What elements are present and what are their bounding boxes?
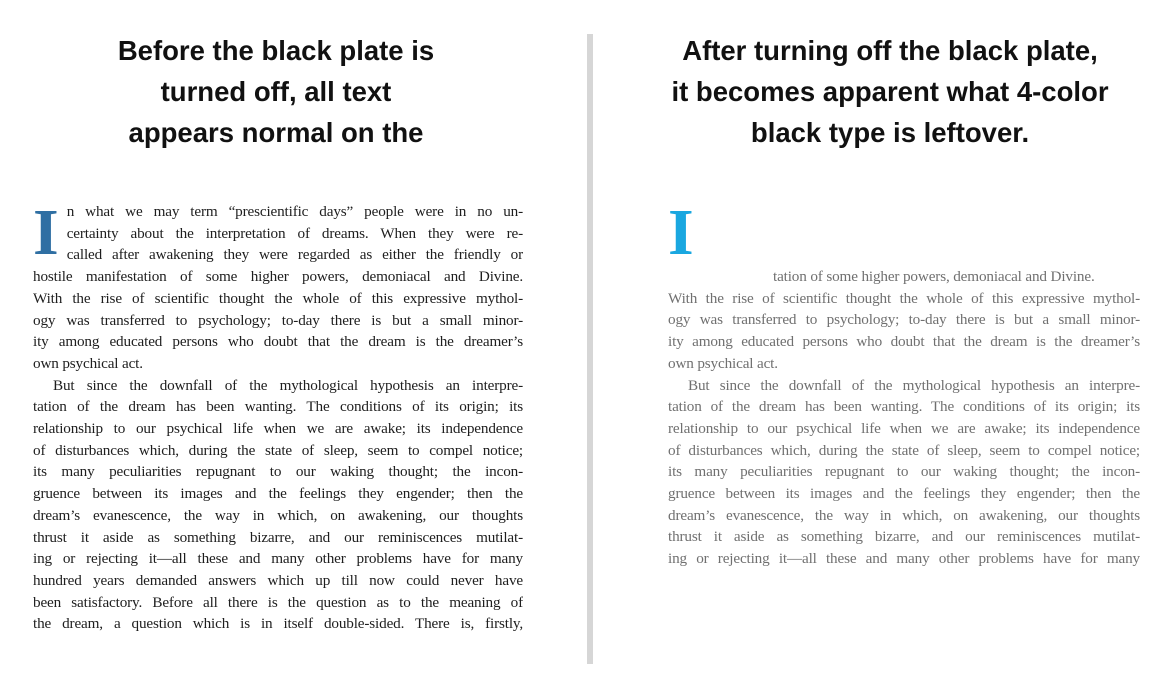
text-line: ogy was transferred to psychology; to-day there is but a small minor- [668, 311, 1140, 329]
text-line: certainty about the interpretation of dreams. When they were re- [66, 224, 523, 242]
before-heading-line-3: appears normal on the [128, 117, 424, 148]
before-heading-line-2: turned off, all text [160, 76, 392, 107]
text-line: relationship to our psychical life when we are awake; its independence [33, 420, 523, 438]
after-heading-line-3: black type is leftover. [750, 117, 1030, 148]
text-line: ity among educated persons who doubt that the dream is the dreamer’s [33, 333, 523, 351]
text-line: of disturbances which, during the state of sleep, seem to compel notice; [668, 441, 1140, 459]
text-line: But since the downfall of the mythological hypothesis an interpre- [53, 376, 523, 394]
after-page-sample [668, 201, 1140, 571]
after-heading [630, 30, 1150, 153]
text-line: dream’s evanescence, the way in which, on awakening, our thoughts [668, 506, 1140, 524]
text-line: tation of the dream has been wanting. The conditions of its origin; its [33, 398, 523, 416]
text-line: thrust it aside as something bizarre, and our reminiscences mutilat- [668, 528, 1140, 546]
text-line: ogy was transferred to psychology; to-day there is but a small minor- [33, 311, 523, 329]
text-line: ing or rejecting it—all these and many other problems have for many [668, 550, 1140, 568]
text-line: own psychical act. [33, 354, 143, 372]
before-heading [30, 30, 522, 153]
text-line: tation of the dream has been wanting. The conditions of its origin; its [668, 398, 1140, 416]
text-line: its many peculiarities repugnant to our waking thought; the incon- [33, 463, 523, 481]
text-line: ity among educated persons who doubt that the dream is the dreamer’s [668, 333, 1140, 351]
text-line: of disturbances which, during the state of sleep, seem to compel notice; [33, 441, 523, 459]
after-drop-cap: I [668, 201, 694, 269]
text-line: n what we may term “prescientific days” people were in no un- [66, 203, 523, 220]
text-line: tation of some higher powers, demoniacal and Divine. [773, 268, 1095, 285]
after-heading-line-2: it becomes apparent what 4-color [671, 76, 1109, 107]
text-line: With the rise of scientific thought the whole of this expressive mythol- [668, 289, 1140, 307]
text-line: its many peculiarities repugnant to our waking thought; the incon- [668, 463, 1140, 481]
text-line: hostile manifestation of some higher powers, demoniacal and Divine. [33, 268, 523, 286]
before-heading-line-1: Before the black plate is [117, 35, 435, 66]
text-line: the dream, a question which is in itself double-sided. There is, firstly, [33, 615, 523, 633]
column-divider [587, 34, 593, 664]
text-line: own psychical act. [668, 354, 778, 372]
after-heading-line-1: After turning off the black plate, [682, 35, 1098, 66]
text-line: hundred years demanded answers which up till now could never have [33, 571, 523, 589]
text-line: ing or rejecting it—all these and many other problems have for many [33, 550, 523, 568]
text-line: gruence between its images and the feelings they engender; then the [668, 485, 1140, 503]
text-line: called after awakening they were regarded as either the friendly or [66, 246, 523, 264]
removed-black-text-gap [668, 201, 1140, 269]
before-page-sample [33, 201, 523, 641]
text-line: But since the downfall of the mythological hypothesis an interpre- [688, 376, 1140, 394]
text-line: With the rise of scientific thought the whole of this expressive mythol- [33, 289, 523, 307]
text-line: relationship to our psychical life when we are awake; its independence [668, 419, 1140, 437]
text-line: thrust it aside as something bizarre, and our reminiscences mutilat- [33, 528, 523, 546]
text-line: gruence between its images and the feelings they engender; then the [33, 485, 523, 503]
text-line: dream’s evanescence, the way in which, on awakening, our thoughts [33, 506, 523, 524]
before-drop-cap: I [33, 201, 59, 269]
text-line: been satisfactory. Before all there is the question as to the meaning of [33, 593, 523, 611]
